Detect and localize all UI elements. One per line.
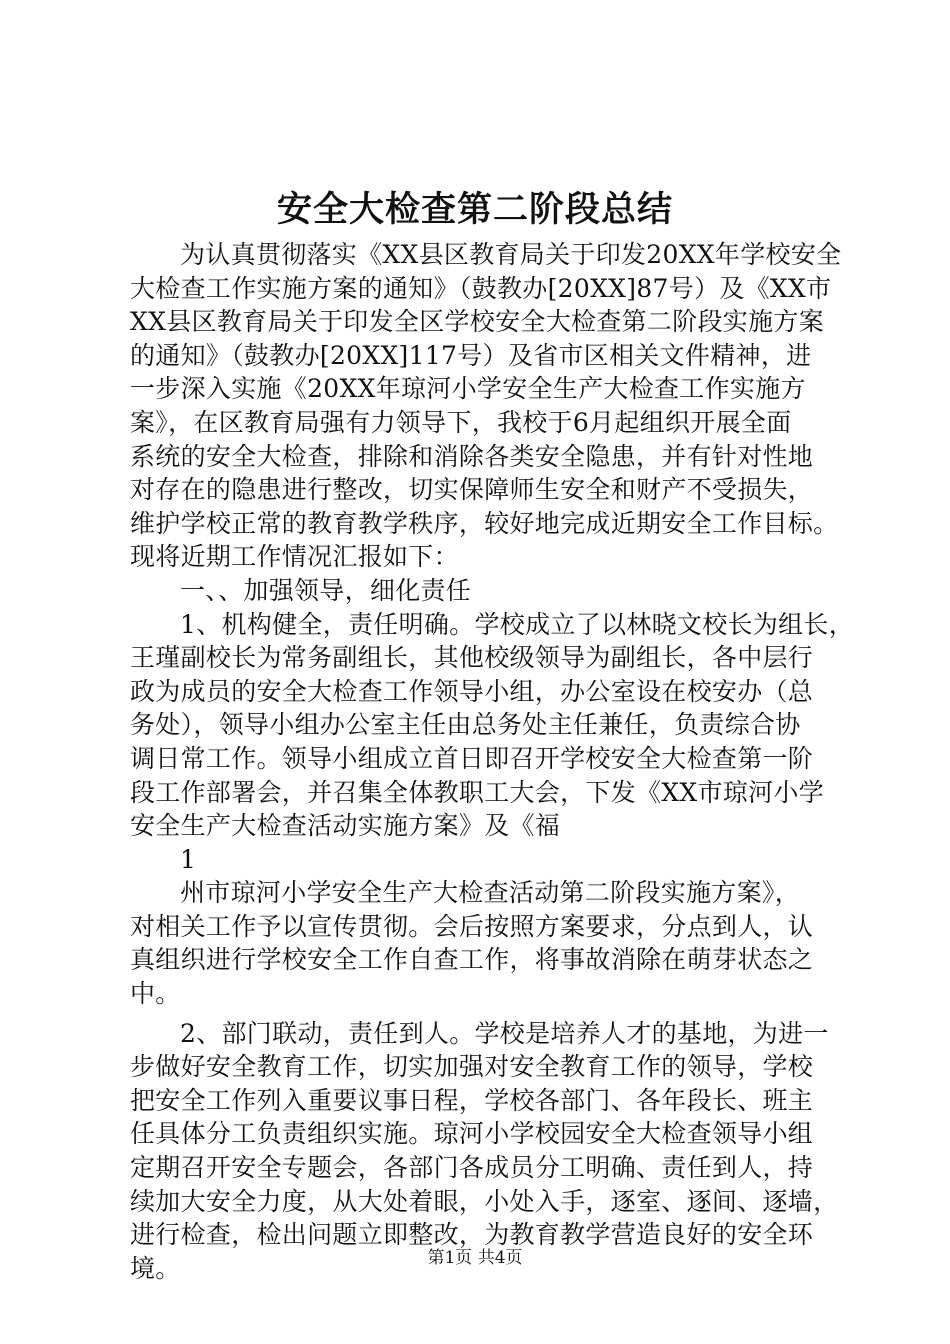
paragraph-line: 任具体分工负责组织实施。琼河小学校园安全大检查领导小组 [130, 1119, 814, 1149]
paragraph-line: 一步深入实施《20XX年琼河小学安全生产大检查工作实施方 [130, 374, 806, 404]
page-footer: 第1页 共4页 [427, 1248, 523, 1268]
paragraph-line: XX县区教育局关于印发全区学校安全大检查第二阶段实施方案 [130, 307, 824, 337]
paragraph-line: 大检查工作实施方案的通知》（鼓教办[20XX]87号）及《XX市 [130, 273, 832, 303]
page-break-number: 1 [180, 844, 197, 874]
paragraph-line: 务处），领导小组办公室主任由总务处主任兼任，负责综合协 [130, 710, 801, 740]
paragraph-line: 调日常工作。领导小组成立首日即召开学校安全大检查第一阶 [130, 743, 814, 773]
paragraph-line: 步做好安全教育工作，切实加强对安全教育工作的领导，学校 [130, 1052, 814, 1082]
paragraph-line: 州市琼河小学安全生产大检查活动第二阶段实施方案》， [180, 878, 801, 908]
paragraph-line: 对相关工作予以宣传贯彻。会后按照方案要求，分点到人，认 [130, 911, 814, 941]
paragraph-line: 的通知》（鼓教办[20XX]117号）及省市区相关文件精神，进 [130, 340, 812, 370]
paragraph-line: 王瑾副校长为常务副组长，其他校级领导为副组长，各中层行 [130, 643, 814, 673]
paragraph-line: 维护学校正常的教育教学秩序，较好地完成近期安全工作目标。 [130, 508, 839, 538]
paragraph-line: 1、机构健全，责任明确。学校成立了以林晓文校长为组长， [180, 609, 855, 639]
paragraph-line: 为认真贯彻落实《XX县区教育局关于印发20XX年学校安全 [180, 240, 842, 269]
paragraph-line: 真组织进行学校安全工作自查工作，将事故消除在萌芽状态之 [130, 945, 814, 975]
paragraph-line: 把安全工作列入重要议事日程，学校各部门、各年段长、班主 [130, 1085, 814, 1115]
document-title: 安全大检查第二阶段总结 [276, 189, 673, 230]
paragraph-line: 系统的安全大检查，排除和消除各类安全隐患，并有针对性地 [130, 441, 814, 471]
paragraph-line: 定期召开安全专题会，各部门各成员分工明确、责任到人，持 [130, 1153, 814, 1183]
paragraph-line: 安全生产大检查活动实施方案》及《福 [130, 811, 561, 841]
paragraph-line: 对存在的隐患进行整改，切实保障师生安全和财产不受损失， [130, 475, 814, 505]
paragraph-line: 现将近期工作情况汇报如下： [130, 542, 459, 572]
paragraph-line: 段工作部署会，并召集全体教职工大会，下发《XX市琼河小学 [130, 777, 824, 807]
document-body [130, 238, 855, 1285]
paragraph-line: 政为成员的安全大检查工作领导小组，办公室设在校安办（总 [130, 676, 814, 706]
paragraph-line: 境。 [130, 1253, 181, 1283]
paragraph-line: 续加大安全力度，从大处着眼，小处入手，逐室、逐间、逐墙， [130, 1186, 839, 1216]
paragraph-line: 中。 [130, 979, 181, 1009]
section-heading: 一、、加强领导，细化责任 [180, 575, 472, 605]
paragraph-line: 案》，在区教育局强有力领导下，我校于6月起组织开展全面 [130, 407, 792, 437]
paragraph-line: 2、部门联动，责任到人。学校是培养人才的基地，为进一 [180, 1018, 829, 1048]
paragraph-line: 进行检查，检出问题立即整改，为教育教学营造良好的安全环 [130, 1220, 814, 1250]
